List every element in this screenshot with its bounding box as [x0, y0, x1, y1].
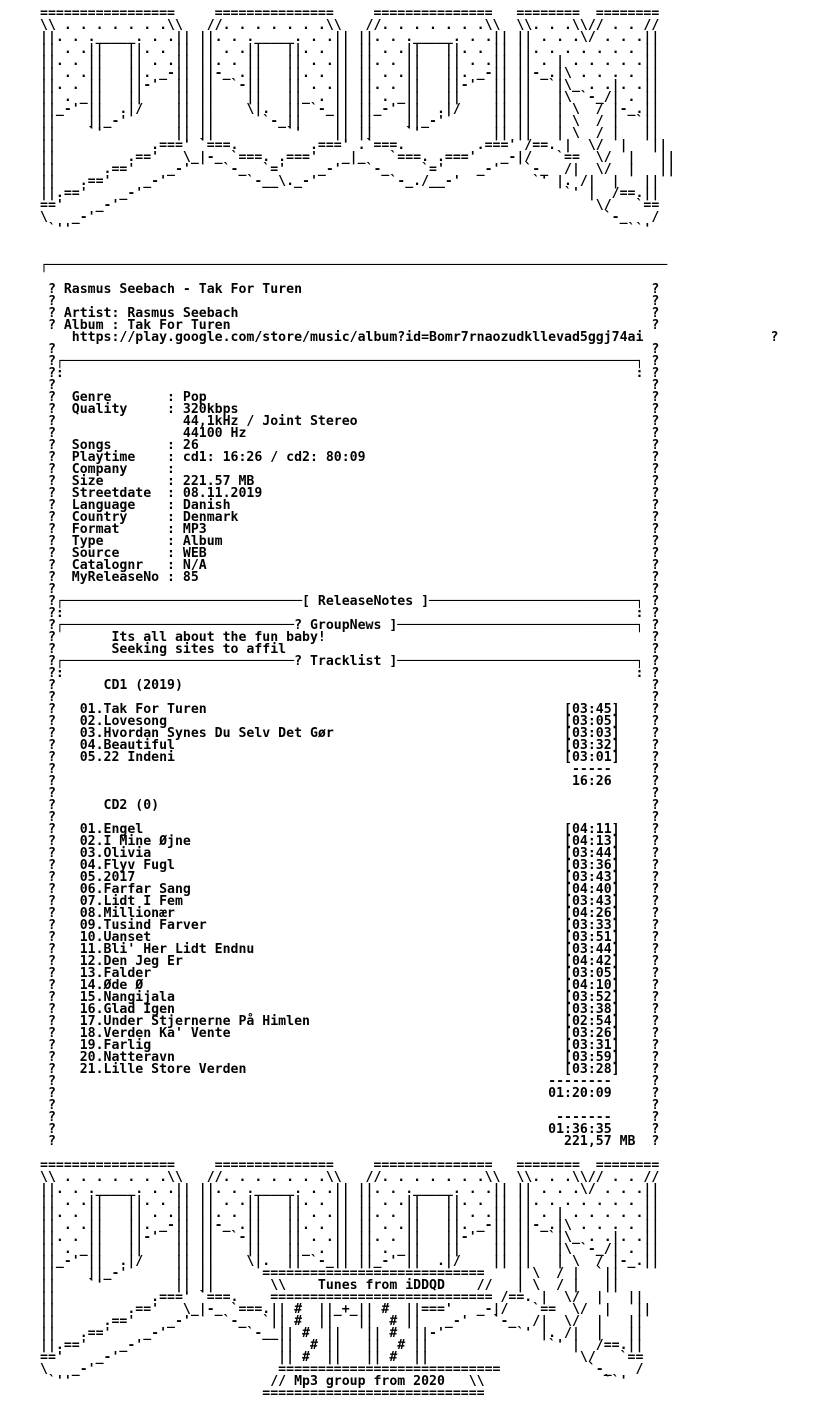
- nfo-line: ||_-' || .|/ || || \|. || `-_|| ||_-' || .|/ || || | \ / |-_.||: [40, 102, 660, 117]
- nfo-line: ? 04.Beautiful [03:32] ?: [40, 738, 660, 753]
- nfo-line: \ _-' `-_ /: [40, 210, 660, 225]
- nfo-line: ? 01:20:09 ?: [40, 1086, 660, 1101]
- nfo-line: ================= =============== =============== ======== ========: [40, 6, 660, 21]
- nfo-line: ? 16.Glad Igen [03:38] ?: [40, 1002, 660, 1017]
- nfo-line: ? ----- ?: [40, 762, 660, 777]
- nfo-line: ? 44,1kHz / Joint Stereo ?: [40, 414, 660, 429]
- nfo-line: ? Size : 221.57 MB ?: [40, 474, 660, 489]
- nfo-line: ?┌─────────────────────────────? Tracklist ]──────────────────────────────┐ ?: [40, 654, 660, 669]
- nfo-line: ? ?: [40, 786, 660, 801]
- nfo-line: || .==' _-' `-_ `=' _-' `-_ `=' _-' `-_ /| \/ | ||: [40, 162, 676, 177]
- nfo-line: ? 03.Olivia [03:44] ?: [40, 846, 660, 861]
- nfo-line: ? 05.2017 [03:43] ?: [40, 870, 660, 885]
- nfo-line: || . .|| ||. _-|| ||-_ .|| ||. . || || . .|| ||. _-|| ||-_.|\ . . . . ||: [40, 66, 660, 81]
- nfo-line: ? Language : Danish ?: [40, 498, 660, 513]
- nfo-line: || .==' _-' `-__|| # || || # ||-' `' |. /| | ||: [40, 1326, 644, 1341]
- nfo-line: ?: : ?: [40, 366, 660, 381]
- nfo-line: || .===' `===. ============================ /==. | \/ | ||: [40, 1290, 644, 1305]
- nfo-line: [40, 236, 778, 248]
- nfo-line: ||.==' _-' `' | /==.||: [40, 186, 660, 201]
- nfo-line: ? ?: [40, 1098, 660, 1113]
- nfo-line: ? 17.Under Stjernerne På Himlen [02:54] ?: [40, 1014, 660, 1029]
- nfo-line: ? 04.Flyv Fugl [03:36] ?: [40, 858, 660, 873]
- nfo-line: || . .|| ||. _-|| ||-_ .|| ||. . || || . .|| ||. _-|| ||-_.|\ . . . . ||: [40, 1218, 660, 1233]
- nfo-line: ? Rasmus Seebach - Tak For Turen ?: [40, 282, 660, 297]
- nfo-line: || . .|| ||. . || || . .|| ||. . || || . .|| ||. . || ||. . . . . . . ||: [40, 1194, 660, 1209]
- nfo-line: ?┌─────────────────────────────? GroupNews ]──────────────────────────────┐ ?: [40, 618, 660, 633]
- nfo-line: || ||_-' || || `-_|| || || ||_-' || || | \ / | `||: [40, 114, 660, 129]
- nfo-line: ? Type : Album ?: [40, 534, 660, 549]
- nfo-line: ? Catalognr : N/A ?: [40, 558, 660, 573]
- nfo-line: ? Songs : 26 ?: [40, 438, 660, 453]
- nfo-line: || . _|| || || || || ||_ . || || . _|| || || || |\ `-_/| . ||: [40, 1242, 660, 1257]
- nfo-line: || . _|| || || || || ||_ . || || . _|| || || || |\ `-_/| . ||: [40, 90, 660, 105]
- nfo-line: ? Country : Denmark ?: [40, 510, 660, 525]
- nfo-line: ? 20.Natteravn [03:59] ?: [40, 1050, 660, 1065]
- nfo-line: ? 16:26 ?: [40, 774, 660, 789]
- nfo-line: ||. . || || . .|| ||. . || || . .|| ||. . || || . .|| || . | . . . . .||: [40, 54, 660, 69]
- nfo-line: ||. . ._____. . .|| ||. . ._____. . .|| ||. . ._____. . .|| || . . .\/ . . .||: [40, 30, 660, 45]
- nfo-line: ? 06.Farfar Sang [04:40] ?: [40, 882, 660, 897]
- nfo-line: ? Seeking sites to affil ?: [40, 642, 660, 657]
- nfo-line: || .===' `===. .===' .`===. .===' /==. | \/ | ||: [40, 138, 668, 153]
- nfo-line: ? 21.Lille Store Verden [03:28] ?: [40, 1062, 660, 1077]
- nfo-line: ==' _-' || # || || # || \/ `==: [40, 1350, 644, 1365]
- nfo-line: ? 09.Tusind Farver [03:33] ?: [40, 918, 660, 933]
- nfo-line: ? ?: [40, 690, 660, 705]
- nfo-line: ? CD1 (2019) ?: [40, 678, 660, 693]
- nfo-line: ? 11.Bli' Her Lidt Endnu [03:44] ?: [40, 942, 660, 957]
- nfo-line: ? ------- ?: [40, 1110, 660, 1125]
- nfo-line: ||. . ._____. . .|| ||. . ._____. . .|| ||. . ._____. . .|| || . . .\/ . . .||: [40, 1182, 660, 1197]
- nfo-line: ||.==' _-' || # || || # || `' | /==.||: [40, 1338, 644, 1353]
- nfo-line: ? 08.Millionær [04:26] ?: [40, 906, 660, 921]
- nfo-line: ?: : ?: [40, 606, 660, 621]
- nfo-line: ? Genre : Pop ?: [40, 390, 660, 405]
- nfo-line: ? 18.Verden Ka' Vente [03:26] ?: [40, 1026, 660, 1041]
- nfo-line: ? Company : ?: [40, 462, 660, 477]
- nfo-line: ? 02.Lovesong [03:05] ?: [40, 714, 660, 729]
- nfo-line: ? 15.Nangijala [03:52] ?: [40, 990, 660, 1005]
- nfo-line: ||. . || ||-' || || `-|| || . .|| ||. . || ||-' || || `|\_ . .|. .||: [40, 1230, 660, 1245]
- nfo-text: [40, 8, 778, 1400]
- nfo-line: ? 07.Lidt I Fem [03:43] ?: [40, 894, 660, 909]
- nfo-line: ? ?: [40, 810, 660, 825]
- nfo-line: ? Playtime : cd1: 16:26 / cd2: 80:09 ?: [40, 450, 660, 465]
- nfo-line: ||. . || ||-' || || `-|| || . .|| ||. . || ||-' || || `|\_ . .|. .||: [40, 78, 660, 93]
- nfo-line: || .==' _-' `-_ `|| # || || # || _-' `-_ /| \/ | ||: [40, 1314, 644, 1329]
- nfo-line: ? Source : WEB ?: [40, 546, 660, 561]
- nfo-line: ============================: [40, 1386, 485, 1401]
- nfo-line: ┌──────────────────────────────────────────────────────────────────────────────: [40, 258, 668, 273]
- nfo-line: || .==' \_|-_ `===.|| # ||_+_|| # ||===' _-|/ `== \/ | ||: [40, 1302, 652, 1317]
- nfo-line: ? 221,57 MB ?: [40, 1134, 660, 1149]
- nfo-line: ||_-' || .|/ || || \|. || `-_|| ||_-' || .|/ || || | \ / |-_.||: [40, 1254, 660, 1269]
- nfo-line: ? Quality : 320kbps ?: [40, 402, 660, 417]
- nfo-line: ? 01:36:35 ?: [40, 1122, 660, 1137]
- nfo-line: ? 12.Den Jeg Er [04:42] ?: [40, 954, 660, 969]
- nfo-line: ? 05.22 Indeni [03:01] ?: [40, 750, 660, 765]
- nfo-line: || `' || || \\ Tunes from iDDQD // | \ / | ||: [40, 1278, 620, 1293]
- nfo-line: ================= =============== =============== ======== ========: [40, 1158, 660, 1173]
- nfo-line: ? CD2 (0) ?: [40, 798, 660, 813]
- nfo-line: ?: : ?: [40, 666, 660, 681]
- nfo-line: \\ . . . . . . .\\ //. . . . . . .\\ //. . . . . . .\\ \\. . .\\// . . //: [40, 1170, 660, 1185]
- nfo-line: ? 01.Tak For Turen [03:45] ?: [40, 702, 660, 717]
- nfo-line: ? MyReleaseNo : 85 ?: [40, 570, 660, 585]
- nfo-line: ? ?: [40, 378, 660, 393]
- nfo-line: || `' || || `' || || `' || || | \ / | ||: [40, 126, 660, 141]
- nfo-line: ||. . || || . .|| ||. . || || . .|| ||. . || || . .|| || . | . . . . .||: [40, 1206, 660, 1221]
- nfo-line: ? 01.Engel [04:11] ?: [40, 822, 660, 837]
- nfo-line: `'' ``': [40, 222, 652, 237]
- nfo-line: || .==' _-' `-__\._-' `-_./__-' `' |. /| | ||: [40, 174, 660, 189]
- nfo-line: ? ?: [40, 342, 660, 357]
- nfo-line: ? Artist: Rasmus Seebach ?: [40, 306, 660, 321]
- nfo-line: https://play.google.com/store/music/album?id=Bomr7rnaozudkllevad5ggj74ai ?: [40, 330, 779, 345]
- nfo-line: ? Album : Tak For Turen ?: [40, 318, 660, 333]
- nfo-line: ? Streetdate : 08.11.2019 ?: [40, 486, 660, 501]
- nfo-line: ? 10.Uanset [03:51] ?: [40, 930, 660, 945]
- nfo-line: ? Its all about the fun baby! ?: [40, 630, 660, 645]
- nfo-line: ?┌────────────────────────────────────────────────────────────────────────┐ ?: [40, 354, 660, 369]
- nfo-line: ? -------- ?: [40, 1074, 660, 1089]
- nfo-line: ?┌──────────────────────────────[ ReleaseNotes ]──────────────────────────┐ ?: [40, 594, 660, 609]
- nfo-line: || ||_-' || || ============================ | \ / | `||: [40, 1266, 620, 1281]
- nfo-line: || . .|| ||. . || || . .|| ||. . || || . .|| ||. . || ||. . . . . . . ||: [40, 42, 660, 57]
- nfo-line: ? 13.Falder [03:05] ?: [40, 966, 660, 981]
- nfo-line: ? 44100 Hz ?: [40, 426, 660, 441]
- nfo-line: \ _-' ============================ `-_ /: [40, 1362, 644, 1377]
- nfo-line: \\ . . . . . . .\\ //. . . . . . .\\ //. . . . . . .\\ \\. . .\\// . . //: [40, 18, 660, 33]
- nfo-line: ? 19.Farlig [03:31] ?: [40, 1038, 660, 1053]
- nfo-line: ? ?: [40, 582, 660, 597]
- nfo-line: ? ?: [40, 294, 660, 309]
- nfo-line: ? 14.Øde Ø [04:10] ?: [40, 978, 660, 993]
- nfo-line: || .==' \_|-_ `===. .===' _|_ `===. .===' _-|/ `== \/ | ||: [40, 150, 676, 165]
- nfo-line: ==' _-' \/ `==: [40, 198, 660, 213]
- nfo-line: ? 03.Hvordan Synes Du Selv Det Gør [03:03] ?: [40, 726, 660, 741]
- nfo-line: ? Format : MP3 ?: [40, 522, 660, 537]
- nfo-line: ? 02.I Mine Øjne [04:13] ?: [40, 834, 660, 849]
- nfo-line: `'' // Mp3 group from 2020 \\ ``': [40, 1374, 628, 1389]
